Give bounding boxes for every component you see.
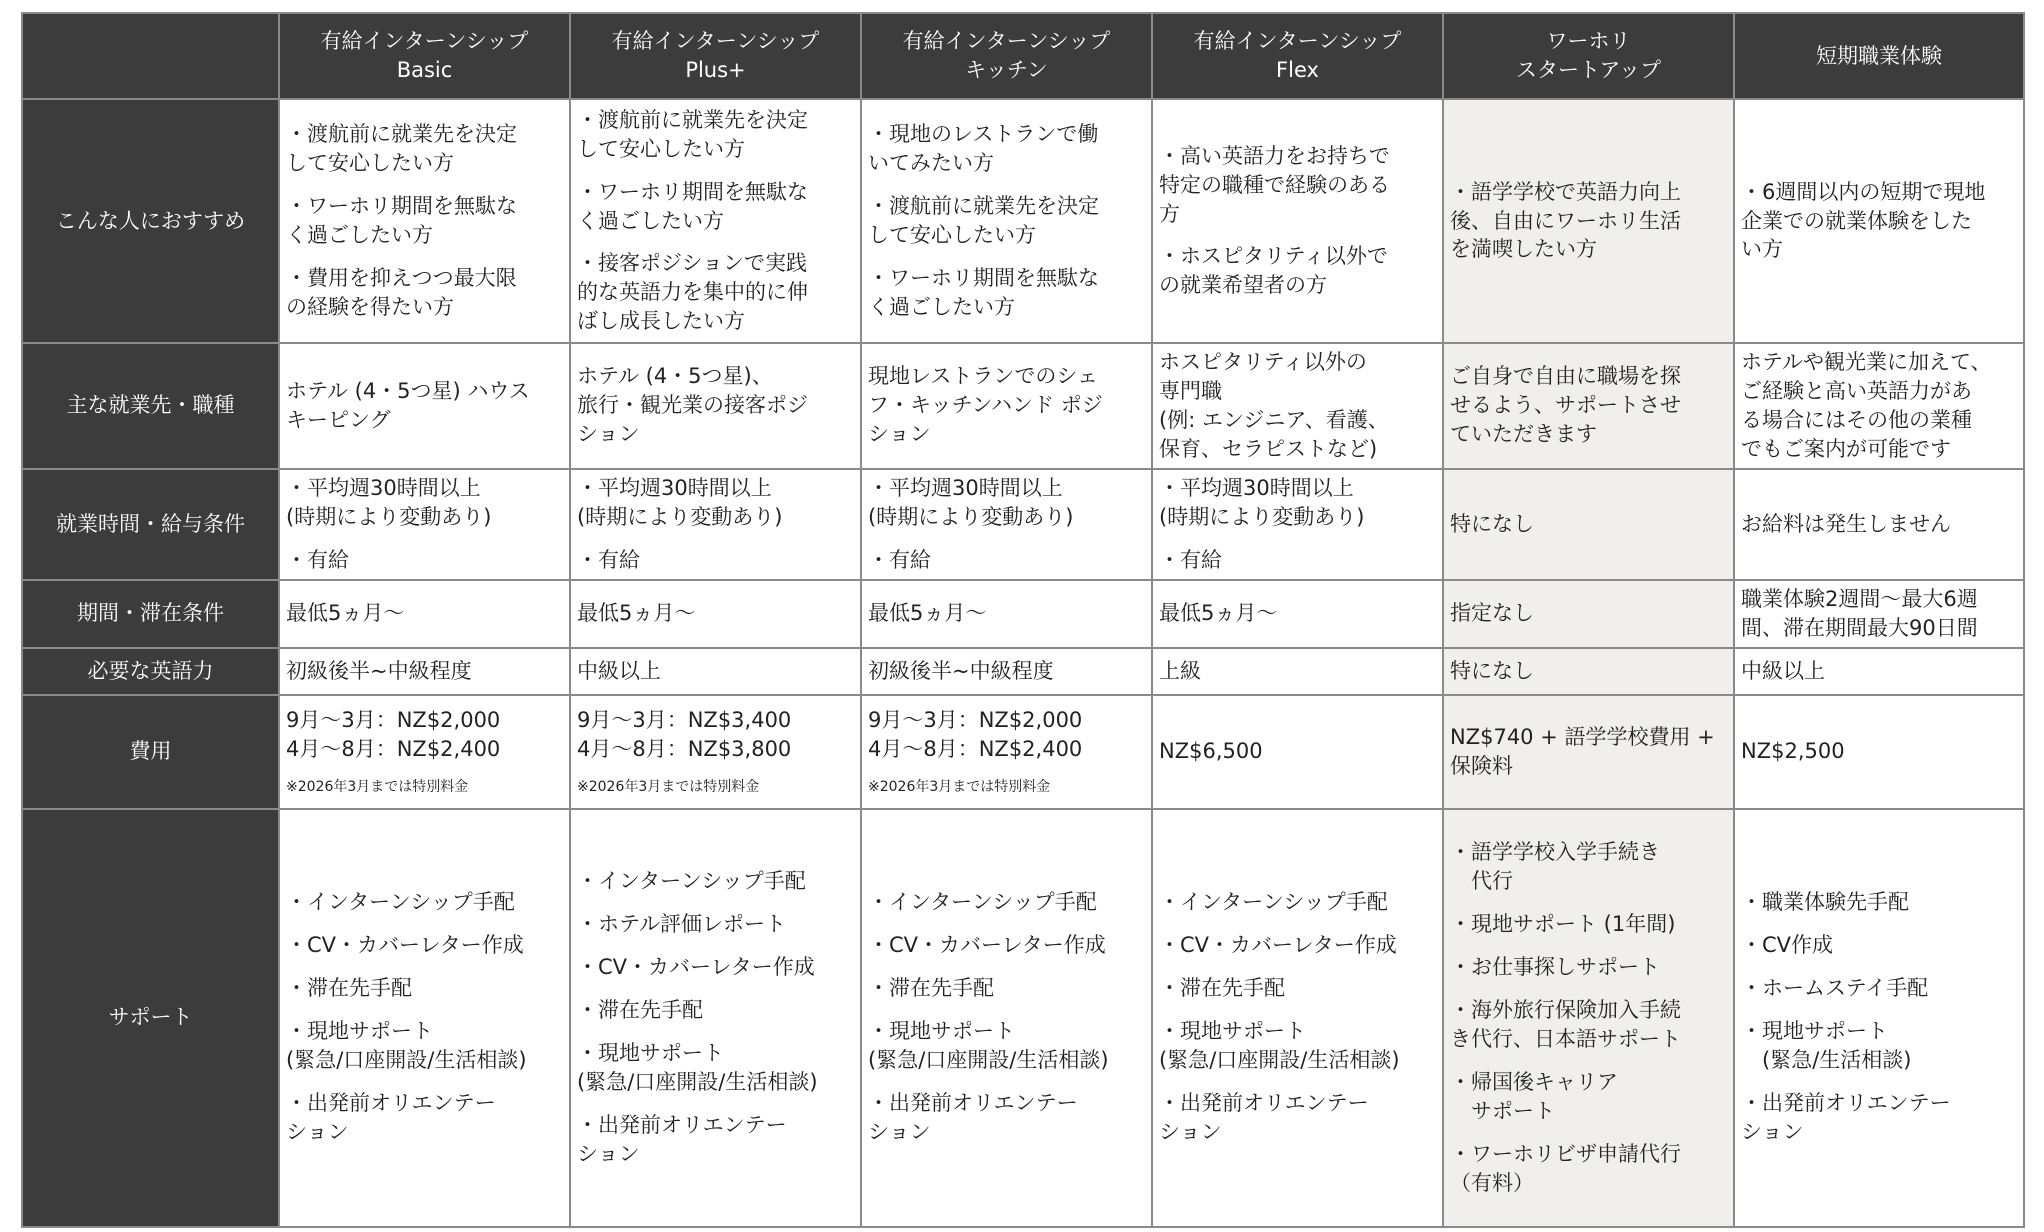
row-label-support: サポート: [22, 809, 279, 1227]
cost-line: 保険料: [1450, 753, 1513, 778]
row-period: [22, 580, 2024, 648]
row-jobs: [22, 343, 2024, 469]
column-header-plus: [570, 13, 861, 99]
recommend-item-line: ・渡航前に就業先を決定: [286, 122, 517, 147]
recommend-item-line: く過ごしたい方: [868, 294, 1015, 319]
support-item-line: ・インターンシップ手配: [286, 890, 515, 915]
jobs-line: 旅行・観光業の接客ポジ: [577, 393, 808, 418]
support-item-line: (緊急/生活相談): [1741, 1048, 1912, 1073]
support-item-line: ・出発前オリエンテー: [286, 1091, 496, 1116]
jobs-line: (例: エンジニア、看護、: [1159, 407, 1389, 432]
period-cell: [279, 580, 570, 648]
support-item-line: ション: [1741, 1120, 1804, 1145]
period-cell: [570, 580, 861, 648]
support-item-line: ・語学学校入学手続き: [1450, 839, 1660, 864]
recommend-item-line: を満喫したい方: [1450, 237, 1597, 262]
recommend-item-line: 後、自由にワーホリ生活: [1450, 208, 1681, 233]
hours-line: (時期により変動あり): [286, 504, 492, 529]
recommend-item-line: ・接客ポジションで実践: [577, 251, 808, 276]
support-item-line: ・出発前オリエンテー: [1741, 1091, 1951, 1116]
cost-line: NZ$6,500: [1159, 739, 1263, 764]
jobs-line: ていただきます: [1450, 422, 1597, 447]
item-spacer: [286, 178, 563, 192]
recommend-item-line: く過ごしたい方: [577, 208, 724, 233]
jobs-cell: [1443, 343, 1734, 469]
item-spacer: [577, 982, 854, 996]
item-spacer: [1450, 982, 1727, 996]
corner-cell: [22, 13, 279, 99]
column-header-line2: Basic: [396, 58, 453, 82]
item-spacer: [1450, 1054, 1727, 1068]
recommend-item-line: ・現地のレストランで働: [868, 122, 1099, 147]
jobs-line: キーピング: [286, 407, 391, 432]
hours-line: (時期により変動あり): [1159, 504, 1365, 529]
recommend-cell: [1443, 99, 1734, 343]
cost-cell: [570, 695, 861, 809]
item-spacer: [1159, 917, 1436, 931]
jobs-cell: [1734, 343, 2024, 469]
support-cell: [861, 809, 1152, 1227]
support-item-line: 代行: [1450, 868, 1513, 893]
item-spacer: [1741, 1075, 2017, 1089]
support-item-line: ・現地サポート: [1741, 1019, 1888, 1044]
row-label-period: 期間・滞在条件: [22, 580, 279, 648]
hours-line: ・有給: [577, 547, 640, 572]
support-item-line: ション: [868, 1120, 931, 1145]
recommend-item-line: して安心したい方: [286, 151, 454, 176]
period-line: 最低5ヵ月〜: [577, 601, 696, 626]
item-spacer: [1159, 1075, 1436, 1089]
cost-line: 4月〜8月：NZ$2,400: [868, 737, 1083, 762]
item-spacer: [286, 250, 563, 264]
jobs-line: ホスピタリティ以外の: [1159, 350, 1367, 374]
english-cell: 上級: [1152, 648, 1443, 695]
support-item-line: ・滞在先手配: [577, 997, 703, 1022]
item-spacer: [868, 1003, 1145, 1017]
column-header-line1: 有給インターンシップ: [611, 29, 820, 54]
program-comparison-table: [21, 12, 2025, 1228]
support-item-line: ・出発前オリエンテー: [1159, 1091, 1369, 1116]
cost-note: ※2026年3月までは特別料金: [577, 779, 760, 796]
recommend-item-line: く過ごしたい方: [286, 223, 433, 247]
recommend-cell: [1734, 99, 2024, 343]
cost-cell: [279, 695, 570, 809]
jobs-line: せるよう、サポートさせ: [1450, 393, 1681, 418]
cost-line: 9月〜3月：NZ$3,400: [577, 708, 792, 733]
item-spacer: [1159, 960, 1436, 974]
support-item-line: ・現地サポート: [577, 1040, 724, 1065]
english-cell: 初級後半~中級程度: [279, 648, 570, 695]
cost-line: 9月〜3月：NZ$2,000: [868, 708, 1083, 733]
support-item-line: ・お仕事探しサポート: [1450, 954, 1660, 979]
hours-line: (時期により変動あり): [577, 504, 783, 529]
support-item-line: ・滞在先手配: [1159, 976, 1285, 1001]
header-row: [22, 13, 2024, 99]
recommend-item-line: ・ワーホリ期間を無駄な: [577, 179, 808, 204]
row-english: [22, 648, 2024, 695]
jobs-line: 現地レストランでのシェ: [868, 364, 1098, 389]
support-item-line: ・現地サポート: [286, 1019, 433, 1044]
row-label-hours: 就業時間・給与条件: [22, 469, 279, 580]
hours-cell: [279, 469, 570, 580]
column-header-line1: 短期職業体験: [1816, 43, 1942, 68]
support-item-line: ・出発前オリエンテー: [577, 1112, 787, 1137]
support-item-line: ・海外旅行保険加入手続: [1450, 997, 1681, 1022]
recommend-cell: [861, 99, 1152, 343]
item-spacer: [868, 532, 1145, 546]
jobs-cell: [861, 343, 1152, 469]
column-header-flex: [1152, 13, 1443, 99]
support-item-line: ・現地サポート (1年間): [1450, 911, 1676, 936]
row-label-cost: 費用: [22, 695, 279, 809]
recommend-item-line: の就業希望者の方: [1159, 273, 1327, 298]
recommend-item-line: い方: [1741, 237, 1783, 262]
support-item-line: ション: [286, 1120, 349, 1145]
support-item-line: (緊急/口座開設/生活相談): [1159, 1048, 1400, 1073]
support-item-line: ・インターンシップ手配: [577, 868, 806, 893]
recommend-item-line: して安心したい方: [868, 223, 1036, 247]
jobs-line: ホテルや観光業に加えて、: [1741, 350, 1992, 374]
hours-line: ・平均週30時間以上: [868, 475, 1063, 500]
hours-line: ・有給: [286, 547, 349, 572]
recommend-item-line: ばし成長したい方: [577, 309, 745, 334]
column-header-line2: キッチン: [965, 58, 1048, 82]
item-spacer: [286, 960, 563, 974]
support-item-line: ・CV・カバーレター作成: [577, 954, 815, 979]
support-item-line: ・CV・カバーレター作成: [868, 933, 1106, 958]
support-item-line: ・帰国後キャリア: [1450, 1069, 1618, 1094]
recommend-item-line: 方: [1159, 201, 1180, 226]
cost-cell: [1443, 695, 1734, 809]
recommend-item-line: 特定の職種で経験のある: [1159, 172, 1390, 197]
jobs-cell: [570, 343, 861, 469]
row-recommend: [22, 99, 2024, 343]
jobs-line: ホテル (4・5つ星) ハウス: [286, 378, 530, 403]
jobs-line: フ・キッチンハンド ポジ: [868, 393, 1103, 418]
cost-cell: [1734, 695, 2024, 809]
support-item-line: ・現地サポート: [1159, 1019, 1306, 1044]
cost-line: 9月〜3月：NZ$2,000: [286, 708, 501, 733]
comparison-table-wrapper: [21, 12, 2025, 1228]
support-item-line: (緊急/口座開設/生活相談): [286, 1048, 527, 1073]
support-item-line: サポート: [1450, 1098, 1555, 1123]
recommend-item-line: ・6週間以内の短期で現地: [1741, 179, 1986, 204]
support-item-line: ション: [577, 1141, 640, 1166]
recommend-item-line: ・渡航前に就業先を決定: [868, 194, 1099, 219]
hours-cell: [1152, 469, 1443, 580]
english-cell: 特になし: [1443, 648, 1734, 695]
item-spacer: [1450, 896, 1727, 910]
support-item-line: ・滞在先手配: [286, 976, 412, 1001]
hours-line: ・有給: [1159, 547, 1222, 572]
hours-line: ・平均週30時間以上: [1159, 475, 1354, 500]
item-spacer: [1159, 532, 1436, 546]
period-cell: [1734, 580, 2024, 648]
item-spacer: [868, 178, 1145, 192]
jobs-cell: [1152, 343, 1443, 469]
item-spacer: [1741, 1003, 2017, 1017]
jobs-line: ホテル (4・5つ星)、: [577, 364, 773, 389]
english-cell: 中級以上: [1734, 648, 2024, 695]
english-cell: 初級後半~中級程度: [861, 648, 1152, 695]
jobs-line: ション: [868, 422, 931, 447]
hours-cell: [1443, 469, 1734, 580]
support-cell: [570, 809, 861, 1227]
support-item-line: ・現地サポート: [868, 1019, 1015, 1044]
hours-line: (時期により変動あり): [868, 504, 1074, 529]
period-line: 最低5ヵ月〜: [286, 601, 405, 626]
support-item-line: ・CV・カバーレター作成: [1159, 933, 1397, 958]
column-header-line2: Plus+: [685, 58, 746, 82]
item-spacer: [1450, 939, 1727, 953]
recommend-cell: [1152, 99, 1443, 343]
hours-line: 特になし: [1450, 511, 1534, 536]
item-spacer: [286, 1003, 563, 1017]
jobs-line: 専門職: [1159, 378, 1222, 403]
cost-note: ※2026年3月までは特別料金: [286, 779, 469, 796]
item-spacer: [1741, 917, 2017, 931]
row-label-english: 必要な英語力: [22, 648, 279, 695]
hours-line: ・平均週30時間以上: [577, 475, 772, 500]
column-header-line1: 有給インターンシップ: [1193, 29, 1402, 54]
item-spacer: [577, 164, 854, 178]
recommend-item-line: ・渡航前に就業先を決定: [577, 107, 808, 132]
support-item-line: ・ホテル評価レポート: [577, 911, 786, 936]
item-spacer: [286, 532, 563, 546]
column-header-short-term: [1734, 13, 2024, 99]
jobs-line: 保育、セラピストなど): [1159, 436, 1378, 461]
column-header-basic: [279, 13, 570, 99]
item-spacer: [1159, 228, 1436, 242]
support-item-line: (緊急/口座開設/生活相談): [868, 1048, 1109, 1073]
row-label-jobs: 主な就業先・職種: [22, 343, 279, 469]
hours-line: ・有給: [868, 547, 931, 572]
support-item-line: ・出発前オリエンテー: [868, 1091, 1078, 1116]
row-support: [22, 809, 2024, 1227]
column-header-kitchen: [861, 13, 1152, 99]
recommend-item-line: ・ホスピタリティ以外で: [1159, 244, 1388, 269]
column-header-line1: ワーホリ: [1546, 29, 1631, 54]
recommend-item-line: の経験を得たい方: [286, 294, 454, 319]
support-item-line: ・ワーホリビザ申請代行: [1450, 1141, 1681, 1166]
row-label-recommend: こんな人におすすめ: [22, 99, 279, 343]
hours-cell: [861, 469, 1152, 580]
item-spacer: [1159, 1003, 1436, 1017]
cost-note: ※2026年3月までは特別料金: [868, 779, 1051, 796]
support-cell: [1734, 809, 2024, 1227]
column-header-line2: スタートアップ: [1516, 58, 1661, 82]
item-spacer: [868, 960, 1145, 974]
item-spacer: [577, 1025, 854, 1039]
jobs-line: ご経験と高い英語力があ: [1741, 378, 1972, 403]
recommend-cell: [279, 99, 570, 343]
support-cell: [279, 809, 570, 1227]
period-cell: [1443, 580, 1734, 648]
support-cell: [1443, 809, 1734, 1227]
item-spacer: [577, 939, 854, 953]
period-line: 最低5ヵ月〜: [1159, 601, 1278, 626]
support-item-line: ・インターンシップ手配: [868, 890, 1097, 915]
item-spacer: [868, 917, 1145, 931]
item-spacer: [577, 235, 854, 249]
cost-line: 4月〜8月：NZ$3,800: [577, 737, 792, 762]
support-item-line: ・職業体験先手配: [1741, 890, 1909, 915]
column-header-line1: 有給インターンシップ: [320, 29, 529, 54]
period-line: 職業体験2週間〜最大6週: [1741, 586, 1978, 611]
cost-cell: [1152, 695, 1443, 809]
cost-line: NZ$2,500: [1741, 739, 1845, 764]
period-line: 間、滞在期間最大90日間: [1741, 615, 1978, 640]
support-item-line: (緊急/口座開設/生活相談): [577, 1069, 818, 1094]
period-cell: [1152, 580, 1443, 648]
item-spacer: [577, 896, 854, 910]
hours-line: ・平均週30時間以上: [286, 475, 481, 500]
support-item-line: き代行、日本語サポート: [1450, 1026, 1681, 1051]
recommend-item-line: ・費用を抑えつつ最大限: [286, 265, 517, 290]
jobs-line: ご自身で自由に職場を探: [1450, 364, 1681, 389]
recommend-item-line: して安心したい方: [577, 136, 745, 161]
support-item-line: ・CV・カバーレター作成: [286, 933, 524, 958]
recommend-item-line: いてみたい方: [868, 151, 994, 176]
hours-cell: [570, 469, 861, 580]
jobs-line: る場合にはその他の業種: [1741, 407, 1972, 432]
item-spacer: [868, 250, 1145, 264]
hours-cell: [1734, 469, 2024, 580]
column-header-line1: 有給インターンシップ: [902, 29, 1111, 54]
recommend-item-line: ・語学学校で英語力向上: [1450, 179, 1681, 204]
item-spacer: [577, 1097, 854, 1111]
jobs-line: ション: [577, 422, 640, 447]
hours-line: お給料は発生しません: [1741, 511, 1951, 536]
recommend-item-line: ・ワーホリ期間を無駄な: [868, 265, 1099, 290]
item-spacer: [577, 532, 854, 546]
support-item-line: ・インターンシップ手配: [1159, 890, 1388, 915]
item-spacer: [286, 1075, 563, 1089]
cost-line: NZ$740 + 語学学校費用 +: [1450, 724, 1715, 749]
row-cost: [22, 695, 2024, 809]
jobs-cell: [279, 343, 570, 469]
recommend-item-line: 企業での就業体験をした: [1741, 208, 1972, 233]
item-spacer: [286, 917, 563, 931]
item-spacer: [1450, 1126, 1727, 1140]
row-hours: [22, 469, 2024, 580]
column-header-startup: [1443, 13, 1734, 99]
cost-line: 4月〜8月：NZ$2,400: [286, 737, 501, 762]
item-spacer: [868, 1075, 1145, 1089]
support-item-line: ・滞在先手配: [868, 976, 994, 1001]
support-item-line: ション: [1159, 1120, 1222, 1145]
support-item-line: ・CV作成: [1741, 933, 1834, 958]
recommend-item-line: 的な英語力を集中的に伸: [577, 280, 808, 305]
recommend-item-line: ・高い英語力をお持ちで: [1159, 143, 1390, 168]
recommend-cell: [570, 99, 861, 343]
column-header-line2: Flex: [1276, 58, 1319, 82]
period-cell: [861, 580, 1152, 648]
recommend-item-line: ・ワーホリ期間を無駄な: [286, 194, 517, 219]
support-item-line: ・ホームステイ手配: [1741, 976, 1929, 1001]
support-item-line: （有料）: [1450, 1170, 1534, 1195]
support-cell: [1152, 809, 1443, 1227]
english-cell: 中級以上: [570, 648, 861, 695]
jobs-line: でもご案内が可能です: [1741, 436, 1951, 461]
cost-cell: [861, 695, 1152, 809]
period-line: 指定なし: [1450, 601, 1534, 626]
item-spacer: [1741, 960, 2017, 974]
period-line: 最低5ヵ月〜: [868, 601, 987, 626]
